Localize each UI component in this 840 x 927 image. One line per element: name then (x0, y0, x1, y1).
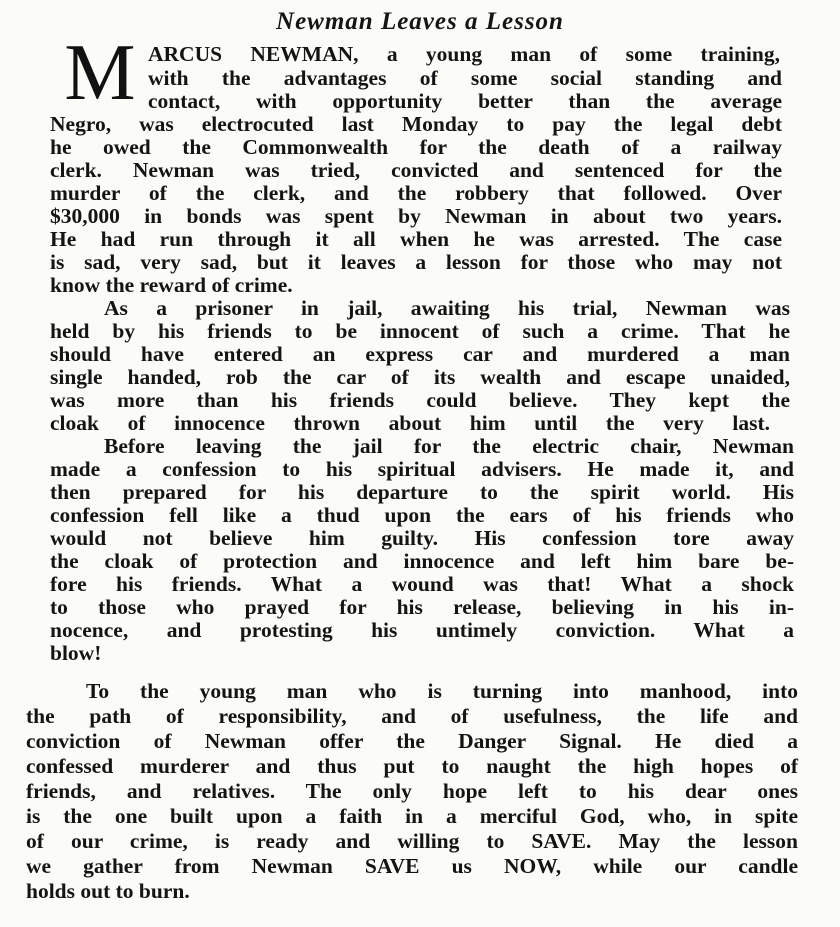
text-line: contact, with opportunity better than the average (148, 89, 782, 113)
text-line: fore his friends. What a wound was that! What a shock (50, 572, 794, 596)
text-line: know the reward of crime. (50, 273, 293, 297)
text-line: is sad, very sad, but it leaves a lesson for those who may not (50, 250, 782, 274)
text-line: Before leaving the jail for the electric chair, Newman (104, 434, 794, 458)
text-line: blow! (50, 641, 102, 665)
text-line: the cloak of protection and innocence and left him bare be- (50, 549, 794, 573)
text-line: As a prisoner in jail, awaiting his trial, Newman was (104, 296, 790, 320)
text-line: single handed, rob the car of its wealth and escape unaided, (50, 365, 790, 389)
text-line: Negro, was electrocuted last Monday to pay the legal debt (50, 112, 782, 136)
text-line: was more than his friends could believe. They kept the (50, 388, 790, 412)
text-line: should have entered an express car and murdered a man (50, 342, 790, 366)
text-line: then prepared for his departure to the spirit world. His (50, 480, 794, 504)
text-line: nocence, and protesting his untimely conviction. What a (50, 618, 794, 642)
text-line: with the advantages of some social standing and (148, 66, 782, 90)
drop-cap: M (64, 29, 136, 117)
text-line: He had run through it all when he was arrested. The case (50, 227, 782, 251)
text-line: To the young man who is turning into manhood, into (86, 679, 798, 703)
text-line: of our crime, is ready and willing to SAVE. May the lesson (26, 829, 798, 853)
text-line: holds out to burn. (26, 879, 190, 903)
text-line: held by his friends to be innocent of such a crime. That he (50, 319, 790, 343)
text-line: he owed the Commonwealth for the death of a railway (50, 135, 782, 159)
article-title: Newman Leaves a Lesson (276, 8, 564, 35)
text-line: confession fell like a thud upon the ears of his friends who (50, 503, 794, 527)
text-line: is the one built upon a faith in a merciful God, who, in spite (26, 804, 798, 828)
text-line: friends, and relatives. The only hope left to his dear ones (26, 779, 798, 803)
text-line: $30,000 in bonds was spent by Newman in about two years. (50, 204, 782, 228)
text-line: clerk. Newman was tried, convicted and sentenced for the (50, 158, 782, 182)
text-line: ARCUS NEWMAN, a young man of some training, (148, 42, 780, 66)
text-line: confessed murderer and thus put to naught the high hopes of (26, 754, 798, 778)
text-line: the path of responsibility, and of usefulness, the life and (26, 704, 798, 728)
text-line: murder of the clerk, and the robbery that followed. Over (50, 181, 782, 205)
text-line: we gather from Newman SAVE us NOW, while our candle (26, 854, 798, 878)
text-line: to those who prayed for his release, believing in his in- (50, 595, 794, 619)
text-line: conviction of Newman offer the Danger Signal. He died a (26, 729, 798, 753)
text-line: would not believe him guilty. His confession tore away (50, 526, 794, 550)
text-line: cloak of innocence thrown about him until the very last. (50, 411, 770, 435)
text-line: made a confession to his spiritual advisers. He made it, and (50, 457, 794, 481)
